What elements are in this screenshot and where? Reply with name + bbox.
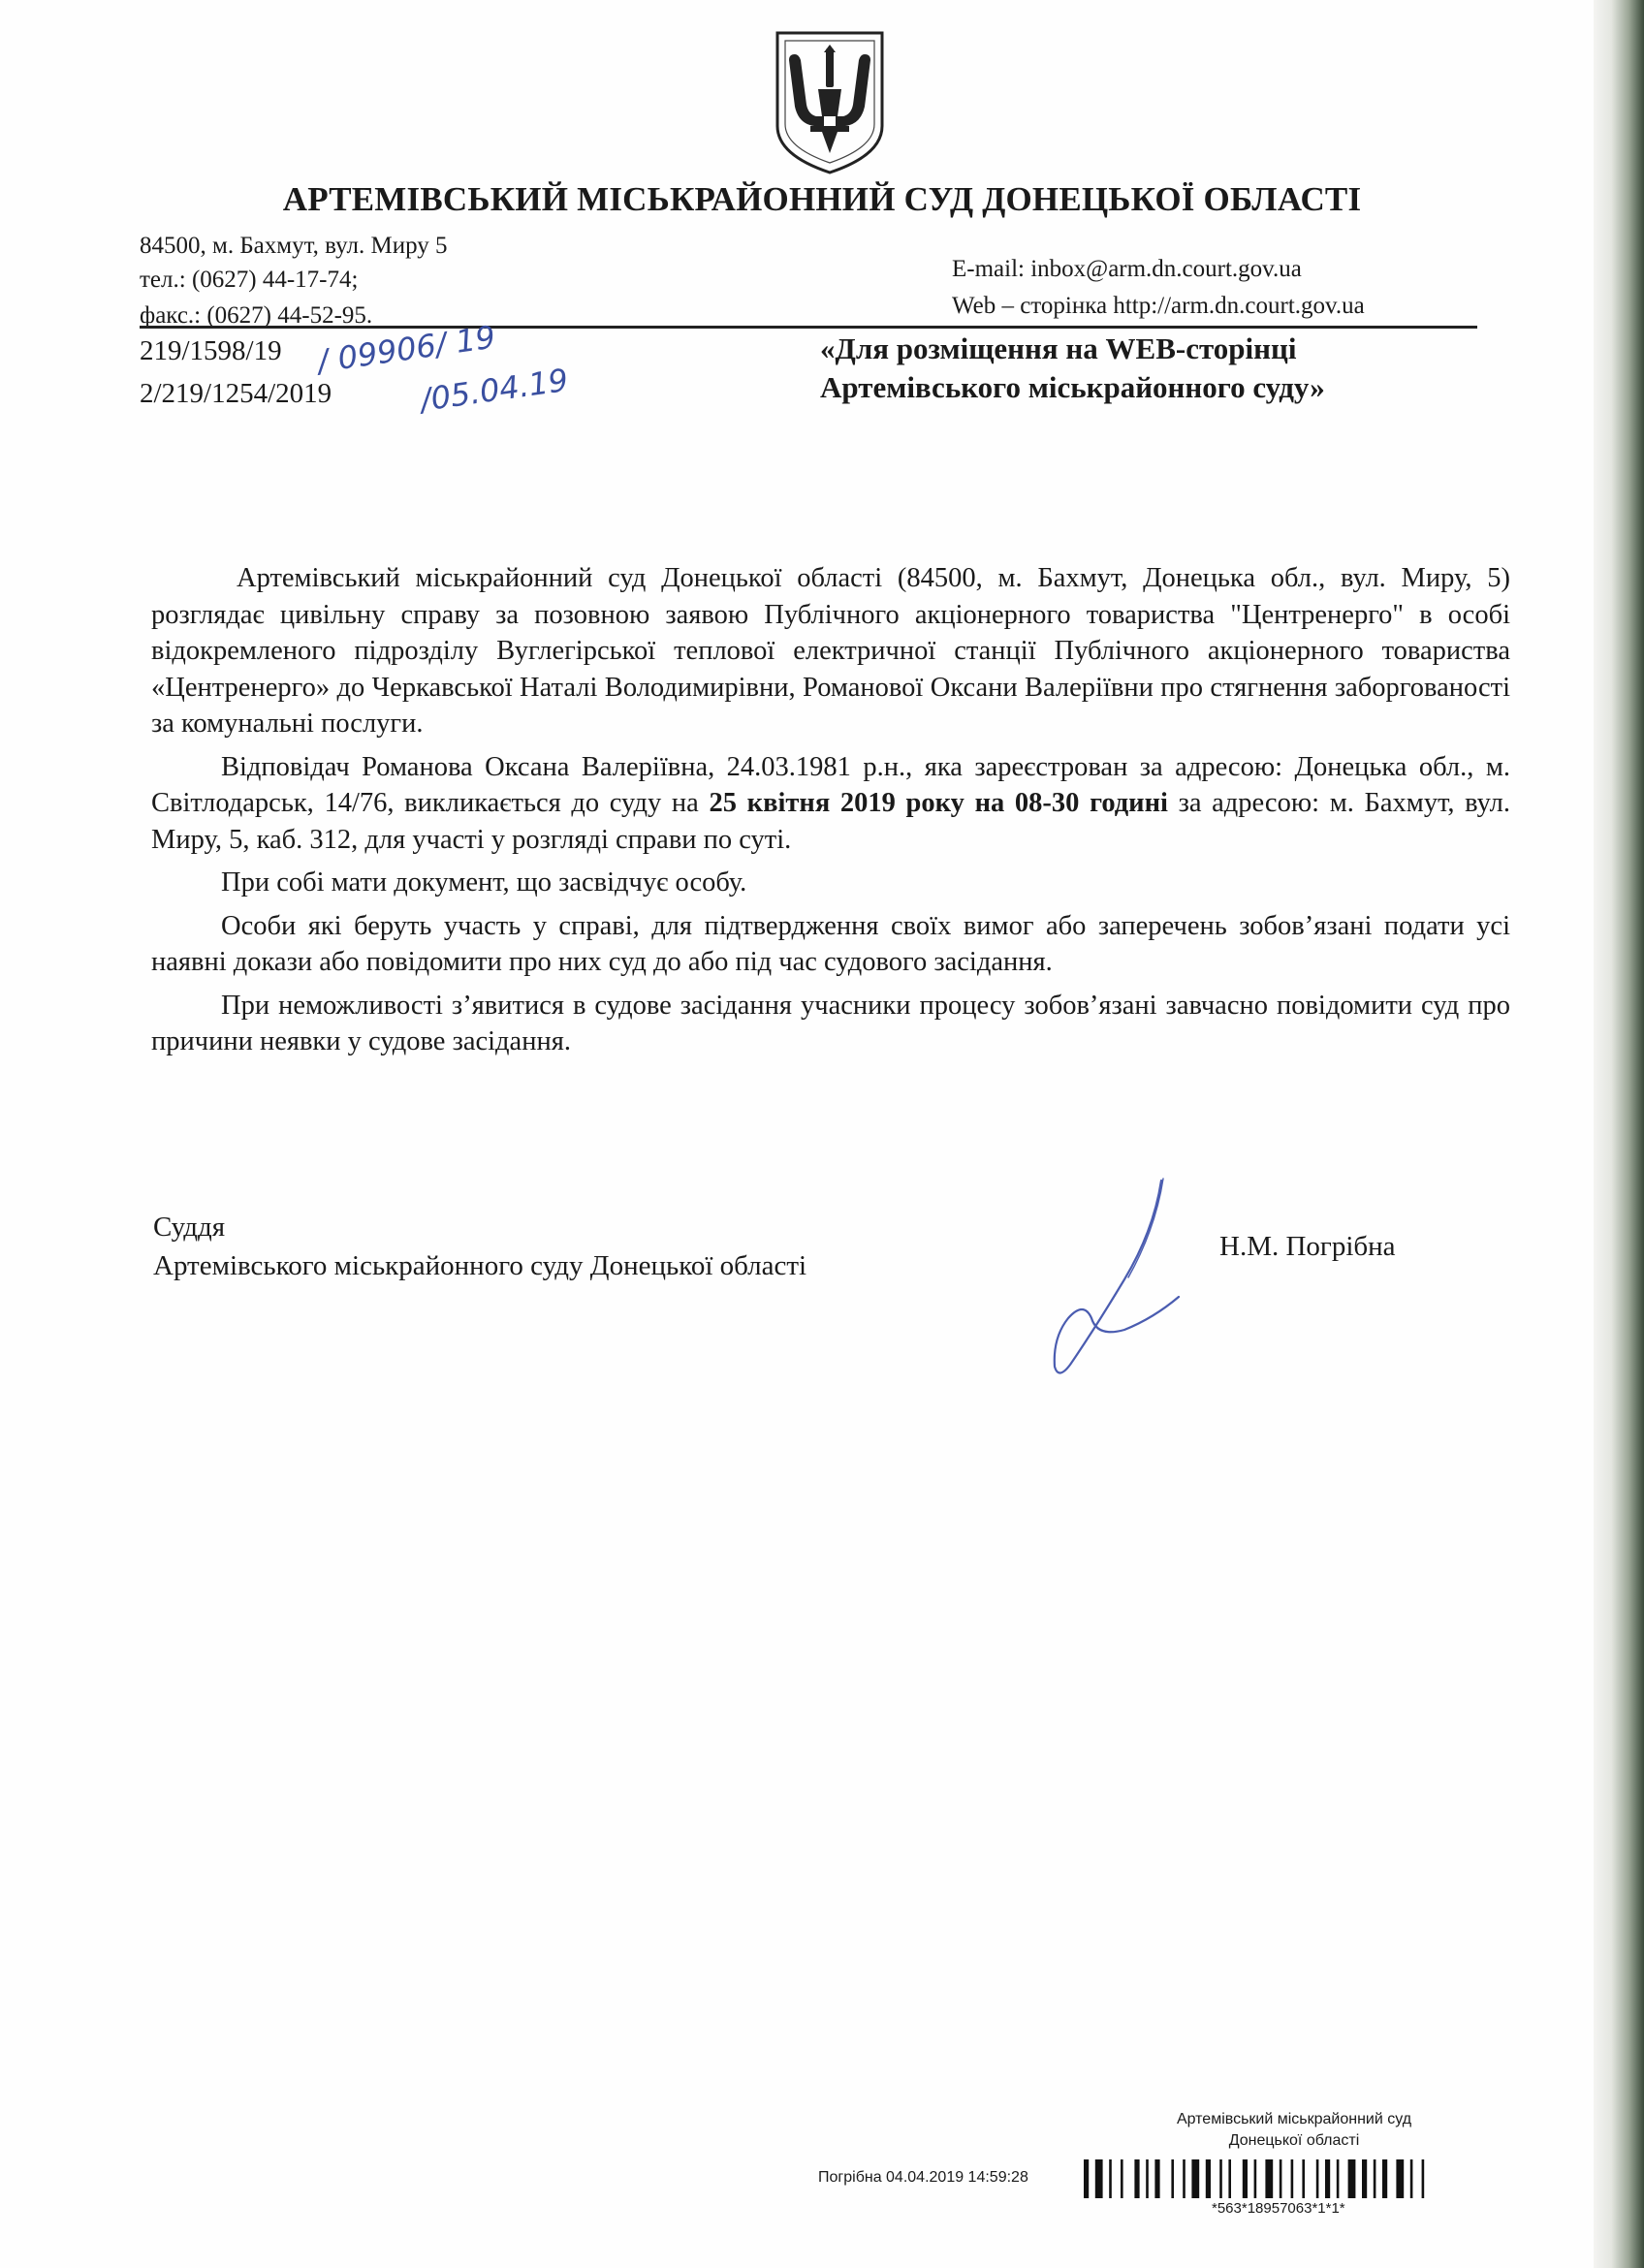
handwritten-outgoing-number: / 09906/ 19 xyxy=(315,318,498,380)
paragraph-id-document: При собі мати документ, що засвідчує особу. xyxy=(221,867,747,898)
paragraph-absence: При неможливості з’явитися в судове засідання учасники процесу зобов’язані завчасно повідомити суд про причини неявки у судове засідання. xyxy=(151,990,1510,1056)
barcode-bar xyxy=(1337,2159,1340,2198)
barcode-bar xyxy=(1183,2159,1186,2198)
barcode-bar xyxy=(1316,2159,1319,2198)
notice-body xyxy=(151,560,1510,1067)
barcode-bar xyxy=(1121,2159,1123,2198)
hearing-datetime: 25 квітня 2019 року на 08-30 годині xyxy=(709,788,1168,818)
scan-edge-shadow xyxy=(1594,0,1644,2268)
barcode-bar xyxy=(1348,2159,1356,2198)
header-divider xyxy=(140,326,1477,329)
proceeding-number: 2/219/1254/2019 xyxy=(140,378,332,409)
barcode-bar xyxy=(1084,2159,1089,2198)
barcode-bar xyxy=(1410,2159,1413,2198)
barcode-bar xyxy=(1382,2159,1387,2198)
court-website: Web – сторінка http://arm.dn.court.gov.ua xyxy=(952,293,1365,319)
barcode-bar xyxy=(1109,2159,1112,2198)
barcode-bar xyxy=(1171,2159,1174,2198)
summons-text-end: за адресою: м. Бахмут, вул. Миру, 5, каб. 312, для участі у розгляді справи по суті. xyxy=(151,788,1510,855)
barcode-bar xyxy=(1302,2159,1305,2198)
judge-name: Н.М. Погрібна xyxy=(1219,1231,1396,1262)
judge-title: Суддя xyxy=(153,1212,226,1243)
barcode-bar xyxy=(1243,2159,1248,2198)
judge-court: Артемівського міськрайонного суду Донецької області xyxy=(153,1250,807,1281)
case-number: 219/1598/19 xyxy=(140,335,282,366)
stamp-court-line-2: Донецької області xyxy=(1228,2132,1360,2149)
court-phone: тел.: (0627) 44-17-74; xyxy=(140,267,359,293)
barcode-bar xyxy=(1134,2159,1139,2198)
summons-text-start: Відповідач Романова Оксана Валеріївна, 24.03.1981 р.н., яка зареєстрован за адресою: Донецька обл., м. Світлодарськ, 14/76, викликається до суду на xyxy=(151,751,1510,818)
barcode-bar xyxy=(1422,2159,1425,2198)
web-publication-note xyxy=(820,330,1325,407)
barcode-bar xyxy=(1146,2159,1149,2198)
court-title: АРТЕМІВСЬКИЙ МІСЬКРАЙОННИЙ СУД ДОНЕЦЬКОЇ ОБЛАСТІ xyxy=(282,180,1362,218)
paragraph-summons xyxy=(151,749,1510,859)
barcode-bar xyxy=(1362,2159,1367,2198)
judge-title-block xyxy=(153,1208,806,1285)
court-email: E-mail: inbox@arm.dn.court.gov.ua xyxy=(952,256,1302,282)
barcode-bar xyxy=(1206,2159,1211,2198)
web-note-line-2: Артемівського міськрайонного суду» xyxy=(820,370,1325,404)
barcode-bar xyxy=(1396,2159,1404,2198)
barcode-number: *563*18957063*1*1* xyxy=(1212,2200,1345,2217)
coat-of-arms-icon xyxy=(772,29,888,176)
barcode-bar xyxy=(1280,2159,1282,2198)
paragraph-case-description: Артемівський міськрайонний суд Донецької області (84500, м. Бахмут, Донецька обл., вул. Миру, 5) розглядає цивільну справу за позовною заявою Публічного акціонерного товариства "Центренерго" в особі відокремленого підрозділу Вуглегірської теплової електричної станції Публічного акціонерного товариства «Центренерго» до Черкавської Наталі Володимирівни, Романової Оксани Валеріївни про стягнення заборгованості за комунальні послуги. xyxy=(151,563,1510,739)
paragraph-evidence: Особи які беруть участь у справі, для підтвердження своїх вимог або заперечень зобов’язані подати усі наявні докази або повідомити про них суд до або під час судового засідання. xyxy=(151,910,1510,977)
barcode-bar xyxy=(1095,2159,1103,2198)
registration-barcode xyxy=(1084,2159,1559,2198)
handwritten-outgoing-date: /05.04.19 xyxy=(418,361,571,419)
web-note-line-1: «Для розміщення на WEB-сторінці xyxy=(820,331,1297,365)
handwritten-signature xyxy=(1008,1173,1202,1386)
barcode-bar xyxy=(1191,2159,1199,2198)
registration-record: Погрібна 04.04.2019 14:59:28 xyxy=(818,2169,1028,2186)
barcode-bar xyxy=(1265,2159,1273,2198)
barcode-bar xyxy=(1228,2159,1231,2198)
court-address: 84500, м. Бахмут, вул. Миру 5 xyxy=(140,233,448,259)
barcode-bar xyxy=(1219,2159,1222,2198)
barcode-bar xyxy=(1154,2159,1159,2198)
barcode-bar xyxy=(1374,2159,1376,2198)
barcode-bar xyxy=(1291,2159,1294,2198)
barcode-bar xyxy=(1325,2159,1330,2198)
stamp-court-line-1: Артемівський міськрайонний суд xyxy=(1176,2111,1412,2127)
barcode-bar xyxy=(1254,2159,1257,2198)
registration-stamp-court xyxy=(1124,2109,1464,2152)
court-fax: факс.: (0627) 44-52-95. xyxy=(140,302,373,329)
